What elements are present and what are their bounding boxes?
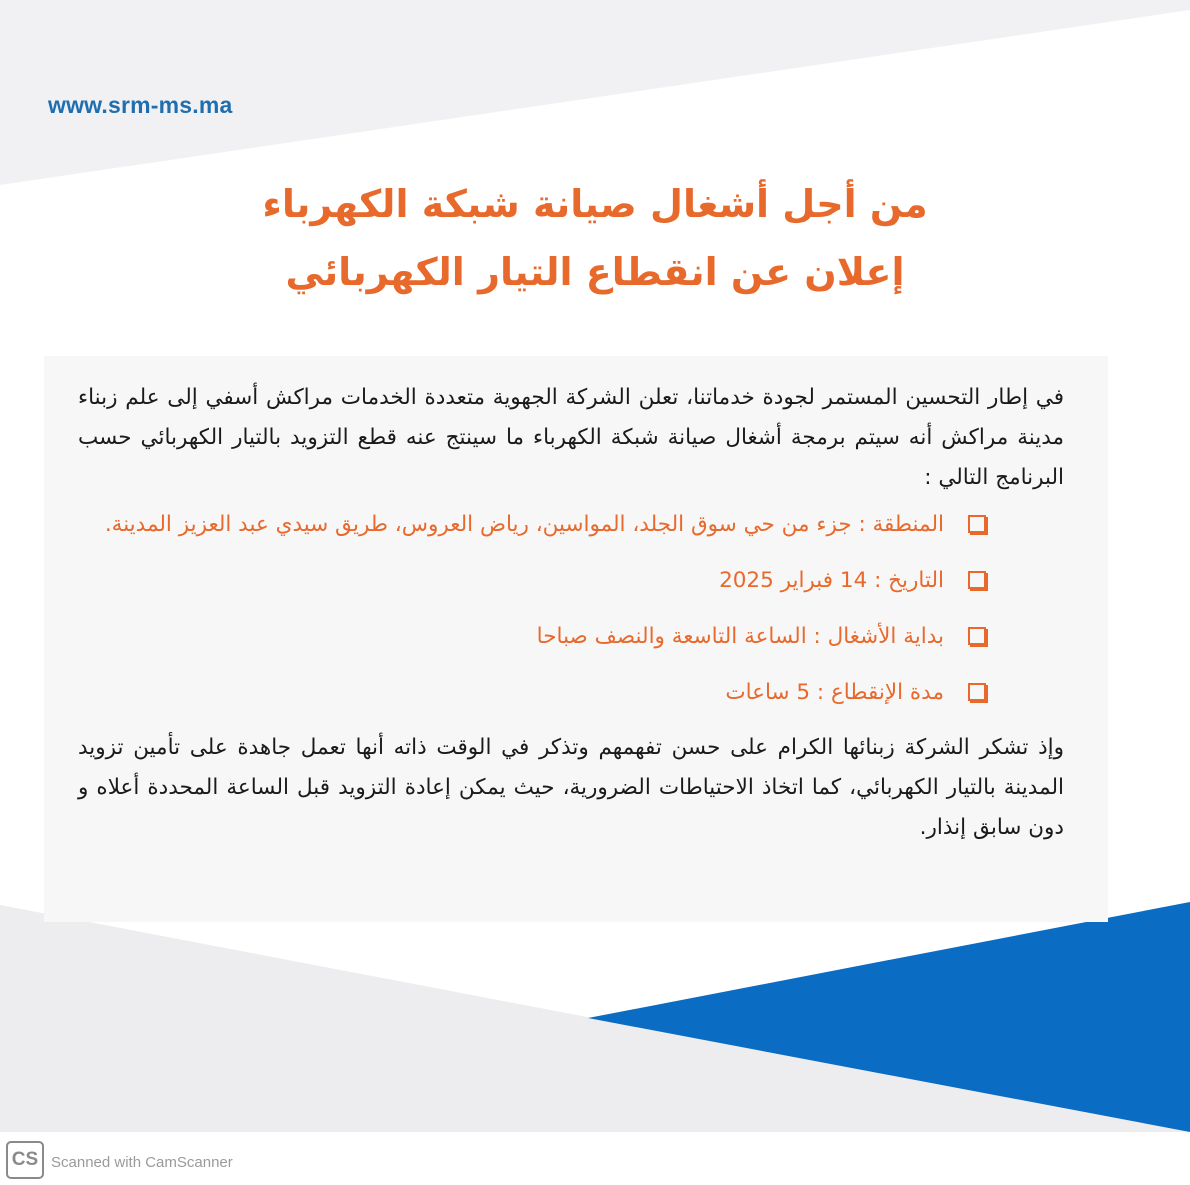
camscanner-logo-icon: CS [6, 1141, 44, 1179]
scanner-footer [0, 1134, 1190, 1185]
zone-text: المنطقة : جزء من حي سوق الجلد، المواسين، رياض العروس، طريق سيدي عبد العزيز المدينة. [104, 512, 944, 537]
camscanner-label: Scanned with CamScanner [51, 1154, 233, 1171]
checkbox-bullet-icon [968, 627, 986, 645]
intro-paragraph: في إطار التحسين المستمر لجودة خدماتنا، تعلن الشركة الجهوية متعددة الخدمات مراكش أسفي إلى علم زبناء مدينة مراكش أنه سيتم برمجة أشغال صيانة شبكة الكهرباء ما سينتج عنه قطع التزويد بالتيار الكهربائي حسب البرنامج التالي : [78, 385, 1064, 490]
list-item-date [78, 560, 1064, 602]
date-text: التاريخ : 14 فبراير 2025 [719, 568, 944, 593]
checkbox-bullet-icon [968, 515, 986, 533]
list-item-start-time [78, 616, 1064, 658]
title-line-outage: إعلان عن انقطاع التيار الكهربائي [285, 250, 905, 294]
checkbox-bullet-icon [968, 571, 986, 589]
start-time-text: بداية الأشغال : الساعة التاسعة والنصف صباحا [536, 624, 944, 649]
list-item-duration [78, 672, 1064, 714]
title-line-maintenance: من أجل أشغال صيانة شبكة الكهرباء [262, 182, 928, 226]
schedule-list [78, 504, 1064, 714]
list-item-zone [78, 504, 1064, 546]
announcement-body [78, 378, 1064, 848]
checkbox-bullet-icon [968, 683, 986, 701]
website-url: www.srm-ms.ma [48, 92, 233, 118]
announcement-title [150, 170, 1040, 306]
duration-text: مدة الإنقطاع : 5 ساعات [725, 680, 944, 705]
closing-paragraph: وإذ تشكر الشركة زبنائها الكرام على حسن تفهمهم وتذكر في الوقت ذاته أنها تعمل جاهدة على تأمين تزويد المدينة بالتيار الكهربائي، كما اتخاذ الاحتياطات الضرورية، حيث يمكن إعادة التزويد قبل الساعة المحددة أعلاه و دون سابق إنذار. [78, 735, 1064, 840]
